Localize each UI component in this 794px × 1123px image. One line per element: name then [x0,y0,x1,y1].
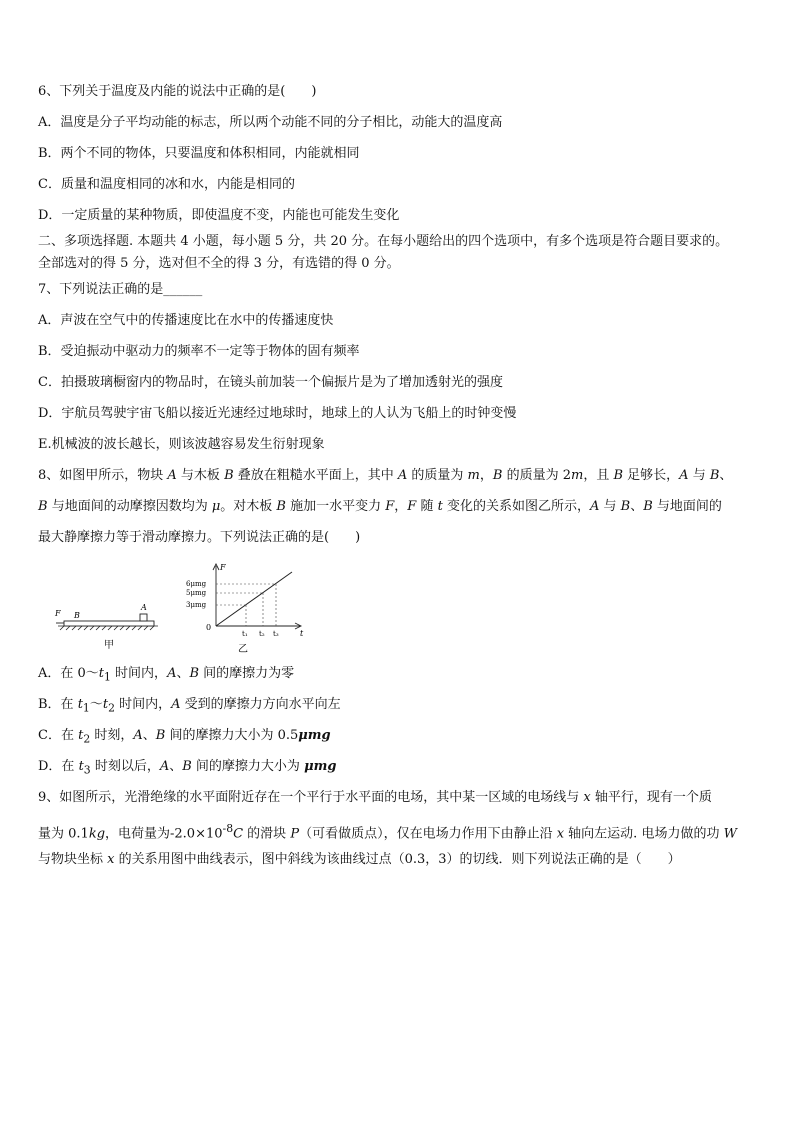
f-t-line [216,572,292,626]
axis-label-f: F [220,563,226,572]
tick-3umg: 3μmg [186,601,207,609]
caption-jia: 甲 [104,640,114,651]
block-a [140,614,147,621]
q7-stem: 7、下列说法正确的是______ [38,282,203,297]
origin-label: 0 [206,623,212,632]
tick-t2: t₂ [259,630,265,638]
q7-option-c: C．拍摄玻璃橱窗内的物品时，在镜头前加装一个偏振片是为了增加透射光的强度 [38,375,503,390]
q7-option-d: D．宇航员驾驶宇宙飞船以接近光速经过地球时，地球上的人认为飞船上的时钟变慢 [38,406,517,421]
q8-option-d: D．在 $t_3$ 时刻以后，A、B 间的摩擦力大小为 μmg [38,759,337,777]
q9-stem-line2: 量为 0.1kg，电荷量为$-2.0\times 10^{-8}C$ 的滑块 P（可看做质点），仅在电场力作用下由静止沿 x 轴向左运动. 电场力做的功 W [38,822,737,842]
q7-option-b: B．受迫振动中驱动力的频率不一定等于物体的固有频率 [38,344,360,359]
q8-option-a: A．在 $0\sim t_1$ 时间内，A、B 间的摩擦力为零 [38,666,295,684]
caption-yi: 乙 [238,644,248,655]
q8-option-c: C．在 $t_2$ 时刻，A、B 间的摩擦力大小为 0.5μmg [38,728,331,746]
section2-instructions-line1: 二、多项选择题. 本题共 4 小题，每小题 5 分，共 20 分。在每小题给出的四个选项中，有多个选项是符合题目要求的。 [38,234,729,249]
tick-t1: t₁ [242,630,248,638]
q9-stem-line3: 与物块坐标 x 的关系用图中曲线表示，图中斜线为该曲线过点（0.3，3）的切线．则下列说法正确的是（ ） [38,852,681,867]
ground-hatching [58,626,158,630]
q8-stem-line3: 最大静摩擦力等于滑动摩擦力。下列说法正确的是( ) [38,530,361,545]
q6-option-d: D．一定质量的某种物质，即使温度不变，内能也可能发生变化 [38,208,400,223]
tick-6umg: 6μmg [186,580,207,588]
tick-5umg: 5μmg [186,589,207,597]
q9-stem-line1: 9、如图所示，光滑绝缘的水平面附近存在一个平行于水平面的电场，其中某一区域的电场线与 x 轴平行，现有一个质 [38,790,712,805]
label-a: A [141,603,147,612]
q6-option-c: C．质量和温度相同的冰和水，内能是相同的 [38,177,295,192]
label-b: B [74,611,80,620]
q6-option-b: B．两个不同的物体，只要温度和体积相同，内能就相同 [38,146,360,161]
q8-figure-jia [54,596,164,654]
tick-t3: t₃ [273,630,279,638]
q8-stem-line2: B 与地面间的动摩擦因数均为 μ。对木板 B 施加一水平变力 F，F 随 t 变化的关系如图乙所示，A 与 B、B 与地面间的 [38,499,722,514]
section2-instructions-line2: 全部选对的得 5 分，选对但不全的得 3 分，有选错的得 0 分。 [38,256,400,271]
label-f: F [55,609,61,618]
q8-stem-line1: 8、如图甲所示，物块 A 与木板 B 叠放在粗糙水平面上，其中 A 的质量为 m，B 的质量为 2m，且 B 足够长，A 与 B、 [38,468,733,483]
q6-stem: 6、下列关于温度及内能的说法中正确的是( ) [38,84,317,99]
axis-label-t: t [300,629,304,638]
board-b [64,621,154,626]
q7-option-a: A．声波在空气中的传播速度比在水中的传播速度快 [38,313,334,328]
q6-option-a: A．温度是分子平均动能的标志，所以两个动能不同的分子相比，动能大的温度高 [38,115,503,130]
q8-figure-yi [176,560,312,660]
q8-option-b: B．在 $t_1\sim t_2$ 时间内，A 受到的摩擦力方向水平向左 [38,697,341,715]
q7-option-e: E.机械波的波长越长，则该波越容易发生衍射现象 [38,437,325,452]
